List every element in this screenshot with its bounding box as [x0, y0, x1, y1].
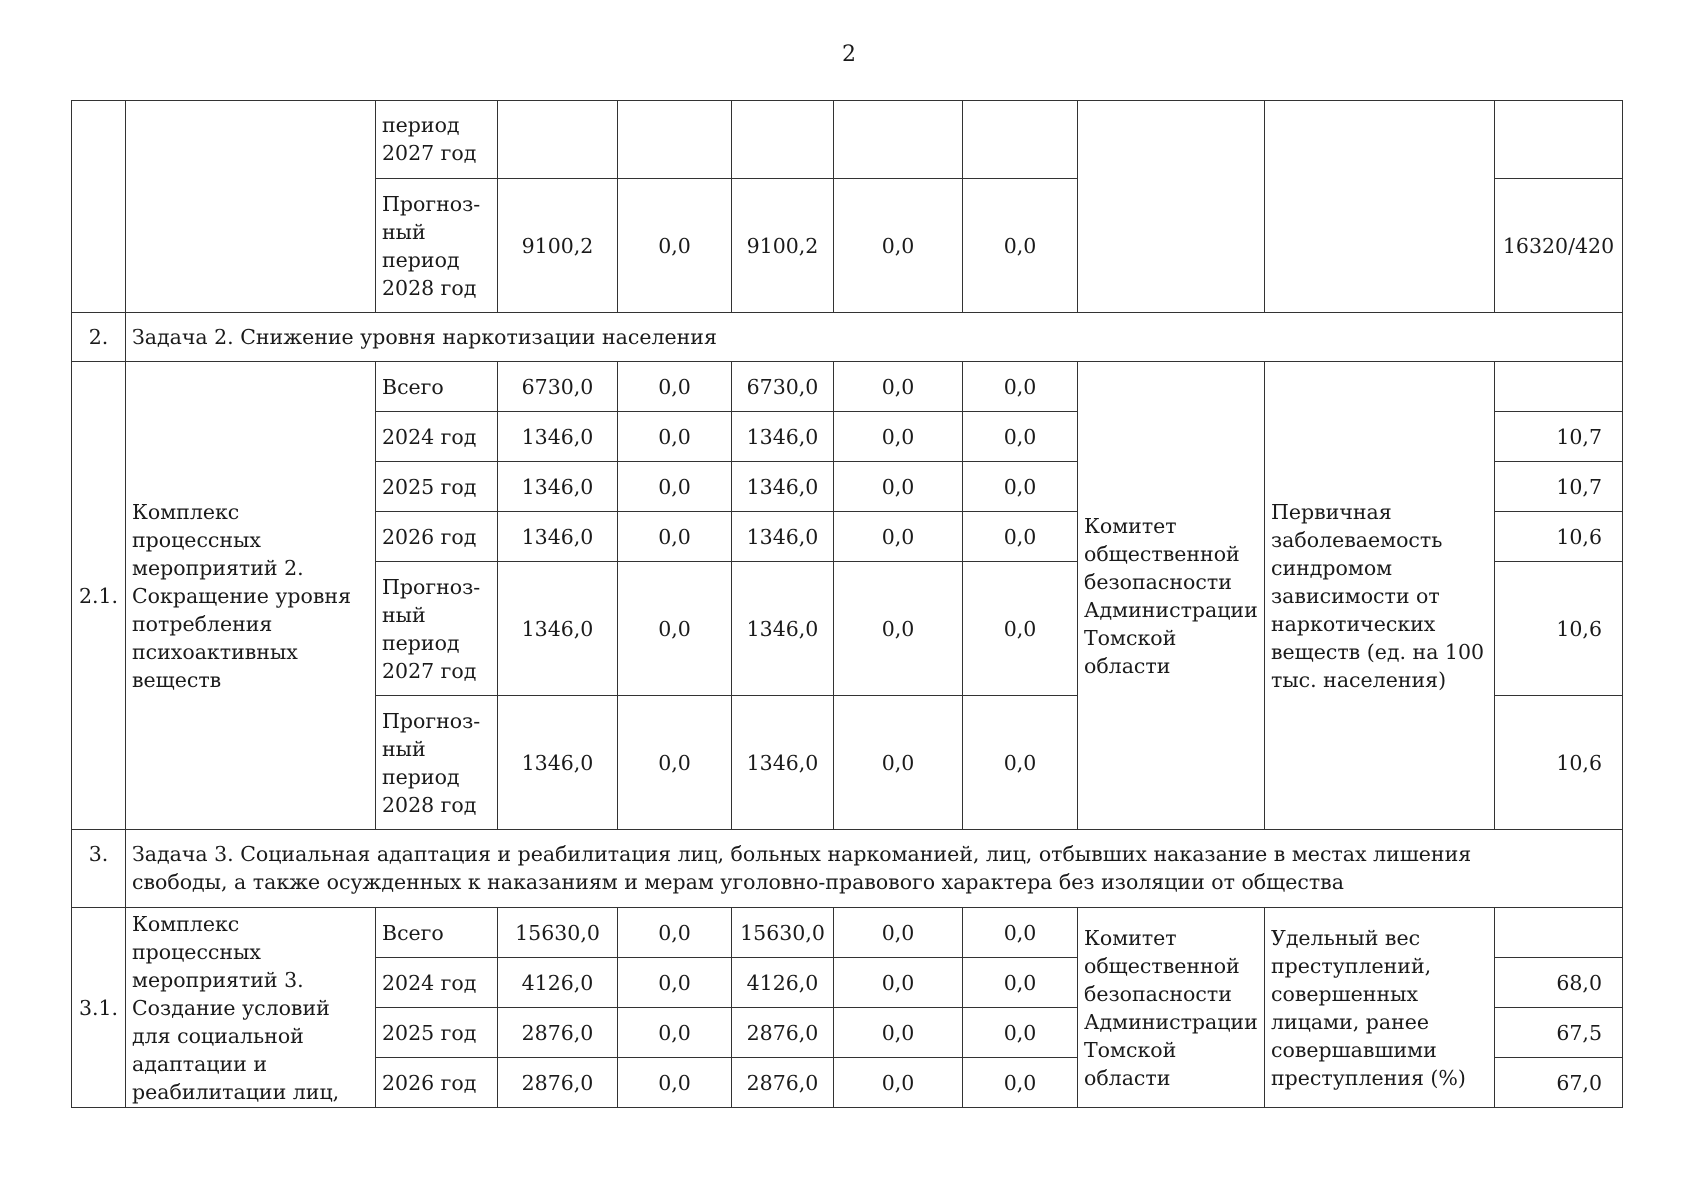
- value-cell: 2876,0: [732, 1058, 834, 1108]
- period-cell: 2026 год: [376, 512, 498, 562]
- page-number: 2: [842, 42, 856, 67]
- indicator-value-cell: [1495, 362, 1623, 412]
- period-cell: 2025 год: [376, 462, 498, 512]
- value-cell: 0,0: [834, 412, 963, 462]
- value-cell: 0,0: [963, 958, 1078, 1008]
- task-title: Задача 3. Социальная адаптация и реабилитация лиц, больных наркоманией, лиц, отбывших наказание в местах лишения свободы, а также осужденных к наказаниям и мерам уголовно-правового характера без изоляции от общества: [126, 830, 1623, 908]
- indicator-value-cell: 67,5: [1495, 1008, 1623, 1058]
- value-cell: 1346,0: [732, 412, 834, 462]
- value-cell: 0,0: [834, 179, 963, 313]
- responsible-cell: Комитет общественной безопасности Администрации Томской области: [1078, 362, 1265, 830]
- item-number: 2.1.: [72, 362, 126, 830]
- table-row: [72, 908, 1623, 958]
- value-cell: 0,0: [963, 412, 1078, 462]
- value-cell: 0,0: [618, 1058, 732, 1108]
- item-name: Комплекс процессных мероприятий 3. Создание условий для социальной адаптации и реабилитации лиц,: [126, 908, 376, 1108]
- table-row: [72, 101, 1623, 179]
- value-cell: 0,0: [834, 1008, 963, 1058]
- value-cell: 0,0: [618, 512, 732, 562]
- value-cell: 0,0: [963, 908, 1078, 958]
- value-cell: 4126,0: [732, 958, 834, 1008]
- value-cell: 15630,0: [498, 908, 618, 958]
- value-cell: 0,0: [618, 958, 732, 1008]
- value-cell: 0,0: [963, 179, 1078, 313]
- period-cell: Прогноз- ный период 2028 год: [376, 696, 498, 830]
- indicator-name-cell: Удельный вес преступлений, совершенных лицами, ранее совершавшими преступления (%): [1265, 908, 1495, 1108]
- item-number: 3.1.: [72, 908, 126, 1108]
- value-cell: 1346,0: [498, 412, 618, 462]
- indicator-value-cell: 68,0: [1495, 958, 1623, 1008]
- responsible-cell: Комитет общественной безопасности Администрации Томской области: [1078, 908, 1265, 1108]
- value-cell: 1346,0: [498, 462, 618, 512]
- indicator-name-cell: Первичная заболеваемость синдромом зависимости от наркотических веществ (ед. на 100 тыс. населения): [1265, 362, 1495, 830]
- value-cell: [618, 101, 732, 179]
- table-row: [72, 362, 1623, 412]
- value-cell: [732, 101, 834, 179]
- period-cell: Всего: [376, 362, 498, 412]
- period-cell: Прогноз- ный период 2028 год: [376, 179, 498, 313]
- value-cell: 0,0: [618, 562, 732, 696]
- value-cell: 6730,0: [732, 362, 834, 412]
- value-cell: 0,0: [963, 1008, 1078, 1058]
- value-cell: 2876,0: [498, 1008, 618, 1058]
- task-row: [72, 830, 1623, 908]
- value-cell: 0,0: [963, 1058, 1078, 1108]
- indicator-value-cell: 67,0: [1495, 1058, 1623, 1108]
- value-cell: 0,0: [963, 512, 1078, 562]
- period-cell: период 2027 год: [376, 101, 498, 179]
- indicator-value-cell: 16320/420: [1495, 179, 1623, 313]
- value-cell: 0,0: [963, 562, 1078, 696]
- value-cell: 0,0: [618, 412, 732, 462]
- period-cell: Всего: [376, 908, 498, 958]
- indicator-value-cell: 10,6: [1495, 562, 1623, 696]
- indicator-value-cell: 10,6: [1495, 512, 1623, 562]
- program-table: [71, 100, 1623, 1108]
- value-cell: 6730,0: [498, 362, 618, 412]
- name-cell-empty: [126, 101, 376, 313]
- value-cell: 0,0: [618, 1008, 732, 1058]
- value-cell: 0,0: [834, 562, 963, 696]
- task-number: 3.: [72, 830, 126, 908]
- indicator-value-cell: [1495, 908, 1623, 958]
- value-cell: 0,0: [963, 362, 1078, 412]
- idx-cell-empty: [72, 101, 126, 313]
- indicator-name-cell-empty: [1265, 101, 1495, 313]
- value-cell: 1346,0: [732, 462, 834, 512]
- value-cell: 1346,0: [732, 696, 834, 830]
- value-cell: 0,0: [834, 908, 963, 958]
- value-cell: 9100,2: [498, 179, 618, 313]
- task-number: 2.: [72, 313, 126, 362]
- period-cell: 2025 год: [376, 1008, 498, 1058]
- value-cell: 0,0: [618, 462, 732, 512]
- value-cell: 2876,0: [498, 1058, 618, 1108]
- value-cell: 0,0: [618, 362, 732, 412]
- value-cell: 2876,0: [732, 1008, 834, 1058]
- value-cell: [834, 101, 963, 179]
- value-cell: 1346,0: [732, 562, 834, 696]
- indicator-value-cell: [1495, 101, 1623, 179]
- indicator-value-cell: 10,7: [1495, 462, 1623, 512]
- value-cell: 1346,0: [498, 562, 618, 696]
- value-cell: [963, 101, 1078, 179]
- period-cell: Прогноз- ный период 2027 год: [376, 562, 498, 696]
- value-cell: 0,0: [834, 512, 963, 562]
- value-cell: 0,0: [834, 362, 963, 412]
- task-title: Задача 2. Снижение уровня наркотизации населения: [126, 313, 1623, 362]
- period-cell: 2024 год: [376, 958, 498, 1008]
- period-cell: 2024 год: [376, 412, 498, 462]
- value-cell: 0,0: [834, 1058, 963, 1108]
- indicator-value-cell: 10,7: [1495, 412, 1623, 462]
- value-cell: 0,0: [618, 908, 732, 958]
- value-cell: [498, 101, 618, 179]
- value-cell: 15630,0: [732, 908, 834, 958]
- value-cell: 0,0: [963, 696, 1078, 830]
- value-cell: 0,0: [963, 462, 1078, 512]
- indicator-value-cell: 10,6: [1495, 696, 1623, 830]
- value-cell: 4126,0: [498, 958, 618, 1008]
- value-cell: 1346,0: [498, 512, 618, 562]
- task-row: [72, 313, 1623, 362]
- item-name: Комплекс процессных мероприятий 2. Сокращение уровня потребления психоактивных веществ: [126, 362, 376, 830]
- value-cell: 0,0: [834, 958, 963, 1008]
- period-cell: 2026 год: [376, 1058, 498, 1108]
- value-cell: 0,0: [618, 179, 732, 313]
- value-cell: 0,0: [618, 696, 732, 830]
- value-cell: 1346,0: [732, 512, 834, 562]
- responsible-cell-empty: [1078, 101, 1265, 313]
- value-cell: 9100,2: [732, 179, 834, 313]
- value-cell: 0,0: [834, 696, 963, 830]
- value-cell: 0,0: [834, 462, 963, 512]
- value-cell: 1346,0: [498, 696, 618, 830]
